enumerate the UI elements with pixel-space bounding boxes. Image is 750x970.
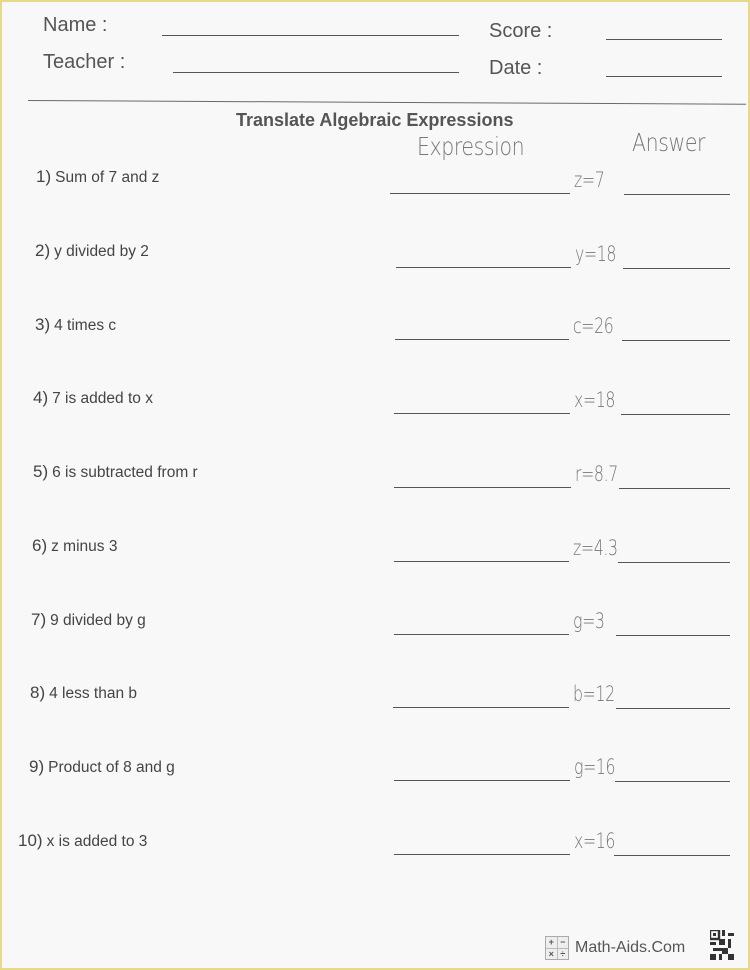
expression-answer-line[interactable] [394,487,571,488]
problem-number: 2) [35,241,51,260]
problem-text [30,683,137,703]
header-divider [28,100,746,105]
variable-value: g=3 [573,609,605,633]
problem-phrase: 4 less than b [49,685,138,702]
problem-phrase: y divided by 2 [54,243,149,260]
problem-text [33,388,153,408]
expression-answer-line[interactable] [394,413,570,414]
problem-text [33,462,198,482]
expression-heading: Expression [417,132,525,161]
problem-phrase: Product of 8 and g [48,759,175,776]
problem-phrase: 9 divided by g [50,612,146,629]
problem-text [29,757,175,777]
problem-text [32,536,117,556]
problem-number: 3) [35,315,51,334]
name-field[interactable] [162,35,459,36]
score-label: Score : [489,20,553,42]
problem-phrase: z minus 3 [51,538,118,555]
variable-value: r=8.7 [575,462,618,486]
problem-number: 5) [33,462,49,481]
final-answer-line[interactable] [615,781,730,782]
problem-number: 9) [29,757,45,776]
expression-answer-line[interactable] [394,854,570,855]
final-answer-line[interactable] [623,268,730,269]
problem-text [36,167,159,187]
final-answer-line[interactable] [618,562,730,563]
problem-text [18,831,147,851]
brand-text: Math-Aids.Com [575,939,686,956]
problem-number: 7) [31,610,47,629]
final-answer-line[interactable] [622,340,730,341]
teacher-field[interactable] [173,72,459,73]
problem-number: 8) [30,683,46,702]
variable-value: x=16 [574,829,616,853]
worksheet-page [2,2,748,968]
date-field[interactable] [606,76,722,77]
qr-code-icon [710,930,734,960]
problem-number: 6) [32,536,48,555]
problem-number: 4) [33,388,49,407]
problem-number: 1) [36,167,52,186]
problem-phrase: 4 times c [54,317,117,334]
expression-answer-line[interactable] [395,339,569,340]
expression-answer-line[interactable] [394,780,570,781]
expression-answer-line[interactable] [390,193,570,194]
teacher-label: Teacher : [43,51,126,73]
footer-brand [545,936,685,960]
final-answer-line[interactable] [619,488,730,489]
variable-value: b=12 [573,682,615,706]
final-answer-line[interactable] [616,635,730,636]
calculator-icon: + − × ÷ [545,936,569,960]
final-answer-line[interactable] [624,194,730,195]
problem-text [35,241,149,261]
variable-value: z=4.3 [573,536,618,560]
problem-phrase: 6 is subtracted from r [52,464,198,481]
variable-value: z=7 [574,168,605,192]
expression-answer-line[interactable] [393,707,569,708]
final-answer-line[interactable] [614,855,730,856]
final-answer-line[interactable] [621,414,730,415]
expression-answer-line[interactable] [394,561,569,562]
variable-value: g=16 [574,755,616,779]
problem-phrase: Sum of 7 and z [55,169,160,186]
variable-value: y=18 [575,242,617,266]
problem-text [35,315,116,335]
answer-heading: Answer [632,128,706,157]
problem-number: 10) [18,831,43,850]
problem-text [31,610,146,630]
worksheet-title: Translate Algebraic Expressions [236,110,514,130]
name-label: Name : [43,14,108,36]
expression-answer-line[interactable] [396,267,571,268]
final-answer-line[interactable] [616,708,730,709]
variable-value: x=18 [574,388,616,412]
variable-value: c=26 [573,314,614,338]
problem-phrase: 7 is added to x [52,390,153,407]
expression-answer-line[interactable] [394,634,569,635]
date-label: Date : [489,57,543,79]
problem-phrase: x is added to 3 [46,833,148,850]
score-field[interactable] [606,39,722,40]
